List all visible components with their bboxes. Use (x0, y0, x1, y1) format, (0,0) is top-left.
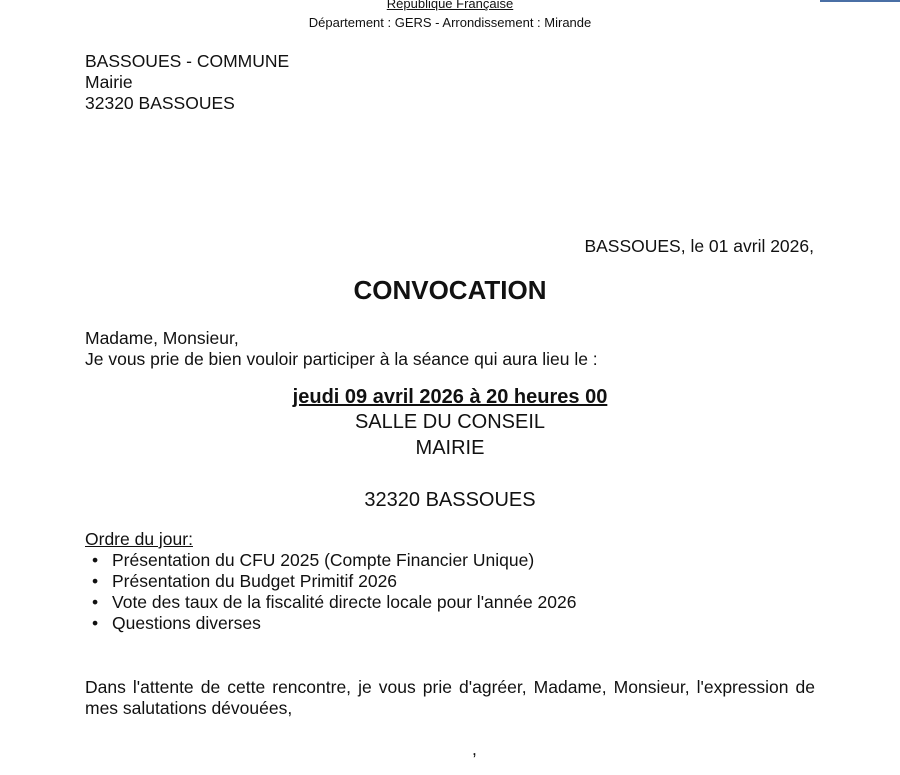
sender-address (85, 51, 289, 114)
bullet-icon: • (92, 613, 99, 633)
letter-date: BASSOUES, le 01 avril 2026, (584, 236, 814, 256)
meeting-room: SALLE DU CONSEIL (354, 411, 546, 433)
agenda-item: • Questions diverses (92, 613, 261, 633)
agenda-item: • Présentation du CFU 2025 (Compte Financier Unique) (92, 550, 535, 570)
agenda-list (85, 550, 577, 634)
sender-line-3: 32320 BASSOUES (85, 93, 235, 113)
sender-line-2: Mairie (85, 72, 133, 92)
republic-header: République Française (386, 0, 514, 11)
intro (85, 328, 598, 370)
greeting: Madame, Monsieur, (85, 328, 239, 348)
meeting-datetime: jeudi 09 avril 2026 à 20 heures 00 (292, 386, 608, 408)
meeting-place: MAIRIE (415, 437, 485, 459)
closing-paragraph: Dans l'attente de cette rencontre, je vous prie d'agréer, Madame, Monsieur, l'expression de mes salutations dévouées, (85, 677, 815, 718)
agenda-title: Ordre du jour: (85, 529, 193, 549)
bullet-icon: • (92, 550, 99, 570)
agenda-item: • Présentation du Budget Primitif 2026 (92, 571, 398, 591)
agenda-item: • Vote des taux de la fiscalité directe locale pour l'année 2026 (92, 592, 577, 612)
bullet-icon: • (92, 571, 99, 591)
bullet-icon: • (92, 592, 99, 612)
department-header: Département : GERS - Arrondissement : Mirande (308, 15, 592, 30)
agenda (85, 529, 577, 634)
sender-line-1: BASSOUES - COMMUNE (85, 51, 290, 71)
invitation-text: Je vous prie de bien vouloir participer à la séance qui aura lieu le : (85, 349, 598, 369)
meeting-city: 32320 BASSOUES (364, 489, 536, 511)
document-title: CONVOCATION (353, 275, 547, 305)
signature-mark: , (472, 739, 477, 759)
